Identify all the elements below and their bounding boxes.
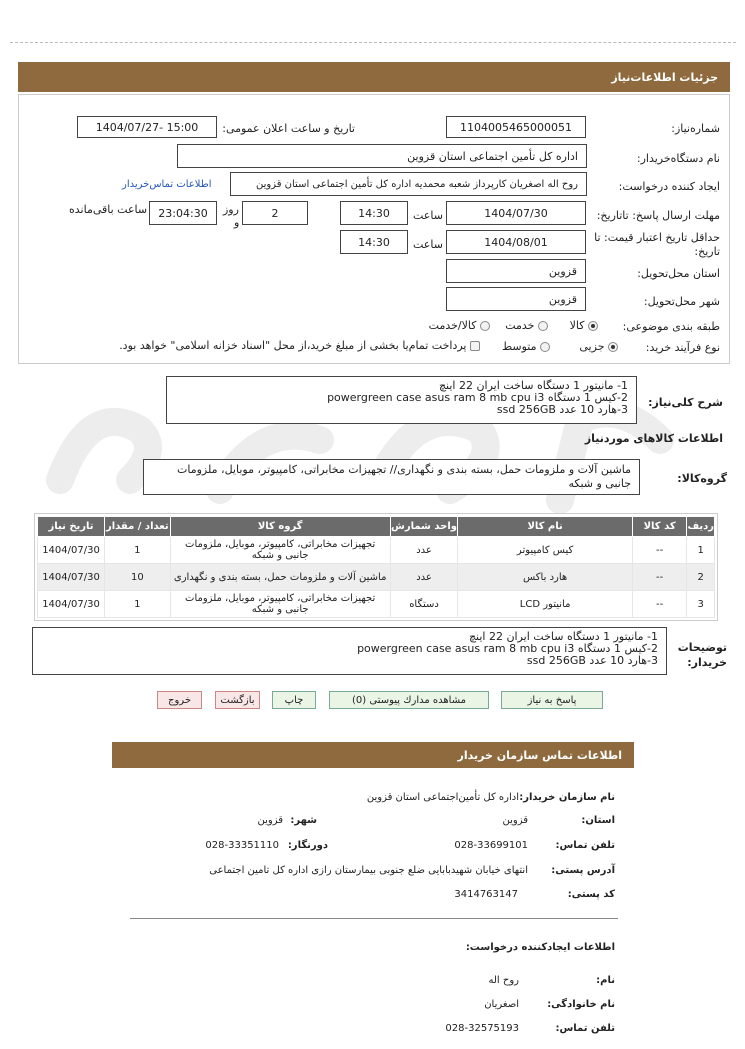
category-option-service-label: خدمت: [505, 319, 535, 332]
col-date: تاریخ نیاز: [38, 517, 105, 537]
deadline-date-field: 1404/07/30: [446, 201, 586, 225]
buyer-label: نام دستگاه‌خریدار:: [636, 152, 720, 165]
validity-label-line1: حداقل تاریخ اعتبار قیمت: تا: [594, 231, 720, 244]
exit-button[interactable]: خروج: [157, 691, 202, 709]
summary-line-1: 1- مانیتور 1 دستگاه ساخت ایران 22 اینچ: [438, 379, 628, 392]
cell-name: مانیتور LCD: [458, 591, 632, 618]
treasury-payment-option[interactable]: [119, 339, 480, 352]
process-option-medium-label: متوسط: [501, 340, 537, 353]
contact-header: [112, 742, 634, 768]
validity-time-field: 14:30: [340, 230, 408, 254]
contact-header-title: اطلاعات تماس سازمان خریدار: [457, 748, 622, 762]
col-unit: واحد شمارش: [390, 517, 458, 537]
buyer-field: اداره کل تأمین اجتماعی استان قزوین: [177, 144, 587, 168]
cell-unit: عدد: [390, 564, 458, 591]
table-row: [38, 564, 715, 591]
creator-field: روح اله اصغریان کارپرداز شعبه محمدیه اداره کل تأمین اجتماعی استان قزوین: [230, 172, 587, 196]
reply-button[interactable]: پاسخ به نیاز: [501, 691, 603, 709]
col-qty: تعداد / مقدار: [105, 517, 171, 537]
process-option-minor-label: جزیی: [579, 340, 605, 353]
days-remaining-field: 2: [242, 201, 308, 225]
cell-qty: 10: [105, 564, 171, 591]
table-row: [38, 537, 715, 564]
col-name: نام کالا: [458, 517, 632, 537]
cell-date: 1404/07/30: [38, 564, 105, 591]
details-header: [18, 62, 730, 92]
cell-code: --: [632, 564, 687, 591]
category-option-goods[interactable]: [570, 319, 598, 332]
col-code: کد کالا: [632, 517, 687, 537]
phone-value: 028-33699101: [454, 840, 528, 851]
radio-service[interactable]: [538, 321, 548, 331]
back-button[interactable]: بازگشت: [215, 691, 260, 709]
cell-date: 1404/07/30: [38, 591, 105, 618]
validity-label-line2: تاریخ:: [694, 245, 720, 258]
state-label: استان:: [581, 815, 615, 826]
process-option-medium[interactable]: [502, 340, 550, 353]
address-label: آدرس پستی:: [551, 865, 615, 876]
col-group: گروه کالا: [170, 517, 390, 537]
deadline-time-field: 14:30: [340, 201, 408, 225]
state-value: قزوین: [502, 815, 528, 826]
cell-group: تجهیزات مخابراتی، کامپیوتر، موبایل، ملزومات جانبی و شبکه: [170, 591, 390, 618]
attachments-button[interactable]: مشاهده مدارك پیوستی (0): [329, 691, 489, 709]
cell-row: 1: [687, 537, 715, 564]
cell-qty: 1: [105, 537, 171, 564]
notes-label-line1: توضیحات: [677, 641, 727, 654]
process-label: نوع فرآیند خرید:: [645, 341, 720, 354]
province-label: استان محل‌تحویل:: [637, 267, 720, 280]
treasury-note: پرداخت تمام‌یا بخشی از مبلغ خرید،از محل "اسناد خزانه اسلامی" خواهد بود.: [119, 339, 467, 352]
cell-qty: 1: [105, 591, 171, 618]
radio-minor[interactable]: [608, 342, 618, 352]
validity-date-field: 1404/08/01: [446, 230, 586, 254]
goods-group-label: گروه‌کالا:: [677, 472, 727, 485]
cell-row: 3: [687, 591, 715, 618]
goods-group-value: ماشین آلات و ملزومات حمل، بسته بندی و نگهداری// تجهیزات مخابراتی، کامپیوتر، موبایل، ملزومات جانبی و شبکه: [177, 463, 631, 490]
notes-label-line2: خریدار:: [687, 656, 727, 669]
notes-line-2: 2-کیس 1 دستگاه powergreen case asus ram 8 mb cpu i3: [357, 642, 658, 655]
table-header-row: [38, 517, 715, 537]
cell-name: کیس کامپیوتر: [458, 537, 632, 564]
name-label: نام:: [596, 975, 615, 986]
cell-row: 2: [687, 564, 715, 591]
postal-label: کد پستی:: [567, 889, 615, 900]
and-label: و: [234, 216, 240, 229]
org-label: نام سازمان خریدار:: [519, 792, 615, 803]
city-field: قزوین: [446, 287, 586, 311]
days-label: روز: [223, 203, 239, 216]
radio-medium[interactable]: [540, 342, 550, 352]
notes-box: [32, 627, 667, 675]
contact-divider: [130, 918, 618, 919]
items-table-container: [34, 513, 718, 621]
need-number-label: شماره‌نیاز:: [671, 122, 720, 135]
cell-code: --: [632, 537, 687, 564]
notes-line-3: 3-هارد 10 عدد ssd 256GB: [526, 654, 658, 667]
contact-city-value: قزوین: [257, 815, 283, 826]
summary-label: شرح کلی‌نیاز:: [648, 396, 723, 409]
name-value: روح اله: [488, 975, 519, 986]
deadline-time-label: ساعت: [413, 209, 443, 222]
category-option-both[interactable]: [429, 319, 490, 332]
postal-value: 3414763147: [454, 889, 518, 900]
col-row: ردیف: [687, 517, 715, 537]
contact-city-label: شهر:: [290, 815, 317, 826]
remaining-time-field: 23:04:30: [149, 201, 217, 225]
details-header-title: جزئیات اطلاعات‌نیاز: [611, 70, 718, 84]
creator-info-title: اطلاعات ایجادکننده درخواست:: [465, 942, 615, 953]
radio-both[interactable]: [480, 321, 490, 331]
category-option-both-label: کالا/خدمت: [428, 319, 477, 332]
notes-line-1: 1- مانیتور 1 دستگاه ساخت ایران 22 اینچ: [468, 630, 658, 643]
category-option-goods-label: کالا: [569, 319, 585, 332]
summary-line-2: 2-کیس 1 دستگاه powergreen case asus ram 8 mb cpu i3: [327, 391, 628, 404]
validity-time-label: ساعت: [413, 238, 443, 251]
cell-code: --: [632, 591, 687, 618]
cell-unit: عدد: [390, 537, 458, 564]
creator-label: ایجاد کننده درخواست:: [618, 180, 720, 193]
cell-name: هارد باکس: [458, 564, 632, 591]
deadline-label: مهلت ارسال پاسخ: تاتاریخ:: [596, 209, 720, 222]
cell-group: تجهیزات مخابراتی، کامپیوتر، موبایل، ملزومات جانبی و شبکه: [170, 537, 390, 564]
goods-group-box: [143, 459, 640, 495]
category-option-service[interactable]: [505, 319, 548, 332]
province-field: قزوین: [446, 259, 586, 283]
print-button[interactable]: چاپ: [272, 691, 316, 709]
summary-box: [166, 376, 637, 424]
cell-unit: دستگاه: [390, 591, 458, 618]
announce-label: تاریخ و ساعت اعلان عمومی:: [222, 122, 355, 135]
items-table: [37, 516, 715, 618]
family-value: اصغریان: [484, 999, 519, 1010]
goods-info-title: اطلاعات کالاهای موردنیاز: [584, 432, 723, 445]
address-value: انتهای خیابان شهیدبابایی ضلع جنوبی بیمارستان رازی اداره کل تامین اجتماعی: [209, 865, 528, 876]
summary-line-3: 3-هارد 10 عدد ssd 256GB: [496, 403, 628, 416]
process-option-minor[interactable]: [579, 340, 618, 353]
remaining-time-label: ساعت باقی‌مانده: [69, 203, 148, 216]
family-label: نام خانوادگی:: [547, 999, 615, 1010]
creator-phone-value: 028-32575193: [445, 1023, 519, 1034]
announce-field: 1404/07/27- 15:00: [77, 116, 217, 138]
city-label: شهر محل‌تحویل:: [643, 295, 720, 308]
creator-phone-label: تلفن تماس:: [555, 1023, 615, 1034]
cell-date: 1404/07/30: [38, 537, 105, 564]
phone-label: تلفن تماس:: [555, 840, 615, 851]
fax-label: دورنگار:: [287, 840, 328, 851]
treasury-checkbox[interactable]: [470, 341, 480, 351]
category-label: طبقه بندی موضوعی:: [622, 320, 720, 333]
radio-goods[interactable]: [588, 321, 598, 331]
need-number-field: 1104005465000051: [446, 116, 586, 138]
table-row: [38, 591, 715, 618]
fax-value: 028-33351110: [205, 840, 279, 851]
top-divider: [10, 42, 736, 43]
org-value: اداره کل تأمین‌اجتماعی استان قزوین: [366, 792, 519, 803]
cell-group: ماشین آلات و ملزومات حمل، بسته بندی و نگهداری: [170, 564, 390, 591]
buyer-contact-link[interactable]: اطلاعات تماس‌خریدار: [122, 179, 212, 190]
